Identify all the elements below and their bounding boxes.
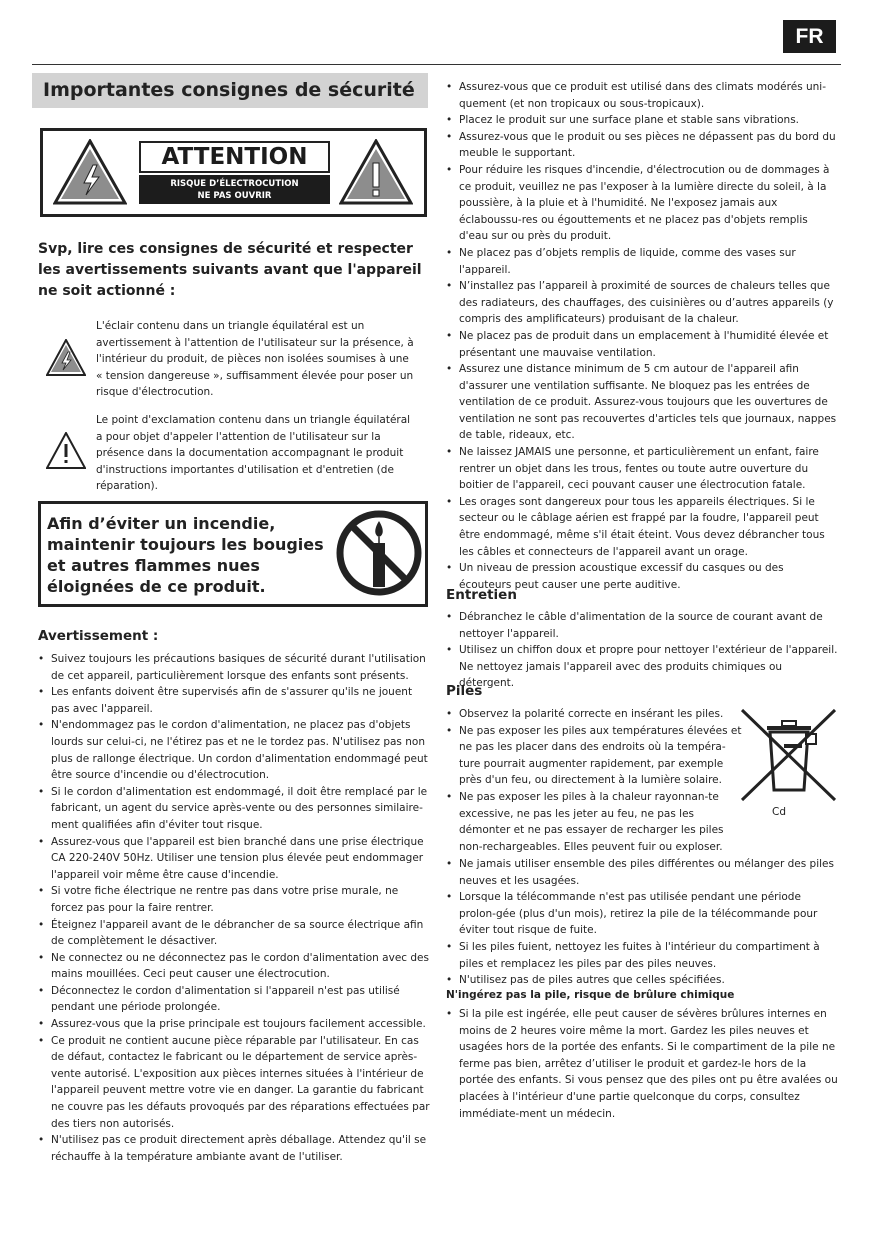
list-item: • Les enfants doivent être supervisés afin de s'assurer qu'ils ne jouent pas avec l'appareil.: [38, 684, 430, 717]
list-item: • Assurez-vous que ce produit est utilisé dans des climats modérés uni-quement (et non tropicaux ou sous-tropicaux).: [446, 79, 838, 112]
exclamation-explanation: Le point d'exclamation contenu dans un triangle équilatéral a pour objet d'appeler l'attention de l'utilisateur sur la présence dans la documentation accompagnant le produit d'instructions importantes d'utilisation et d'entretien (de réparation).: [96, 414, 411, 493]
list-item: • N'endommagez pas le cordon d'alimentation, ne placez pas d'objets lourds sur celui-ci, ne l'étirez pas et ne le tordez pas. N'utilisez pas non plus de rallonge électrique. Un cordon d'alimentation endommagé peut être source d'incendie ou d'électrocution.: [38, 717, 430, 783]
list-item: • Éteignez l'appareil avant de le débrancher de sa source électrique afin de complètement le désactiver.: [38, 917, 430, 950]
lightning-triangle-icon: [53, 139, 127, 205]
lightning-explanation: L'éclair contenu dans un triangle équilatéral est un avertissement à l'attention de l'utilisateur sur la présence, à l'intérieur du produit, de pièces non isolées soumises à une « tension dangereuse », suffisamment élevée pour poser un risque d'électrocution.: [96, 320, 414, 399]
piles-list-wide: [446, 856, 838, 989]
list-item: • Pour réduire les risques d'incendie, d'électrocution ou de dommages à ce produit, veuillez ne pas l'exposer à la lumière directe du soleil, à la poussière, à la pluie et à l'humidité. Ne l'exposez jamais aux éclaboussu-res ou égouttements et ne placez pas d'objets remplis d'eau sur ou près du produit.: [446, 162, 838, 245]
attention-word: ATTENTION: [139, 141, 330, 173]
section-title: Importantes consignes de sécurité: [32, 73, 428, 108]
list-item: • Lorsque la télécommande n'est pas utilisée pendant une période prolon-gée (plus d'un mois), retirez la pile de la télécommande pour éviter tout risque de fuite.: [446, 889, 838, 939]
list-item: • Ne pas exposer les piles à la chaleur rayonnan-te excessive, ne pas les jeter au feu, ne pas les démonter et ne pas essayer de recharger les piles non-rechargeables. Elles peuvent fuir ou exploser.: [446, 789, 742, 855]
exclamation-triangle-small-icon: [46, 432, 86, 469]
list-item: • Observez la polarité correcte en insérant les piles.: [446, 706, 742, 723]
list-item: • Les orages sont dangereux pour tous les appareils électriques. Si le secteur ou le câblage aérien est frappé par la foudre, l'appareil peut être endommagé, même s'il était éteint. Vous devez débrancher tous les câbles et connecteurs de l'appareil avant un orage.: [446, 494, 838, 560]
list-item: • Assurez-vous que le produit ou ses pièces ne dépassent pas du bord du meuble le supportant.: [446, 129, 838, 162]
risk-line-2: NE PAS OUVRIR: [197, 191, 272, 201]
list-item: • Assurez-vous que la prise principale est toujours facilement accessible.: [38, 1016, 430, 1033]
header-rule: [32, 64, 841, 65]
list-item: • N’installez pas l’appareil à proximité de sources de chaleurs telles que des radiateurs, des chauffages, des cuisinières ou d’autres appareils (y compris des amplificateurs) produisant de la chaleur.: [446, 278, 838, 328]
list-item: • Déconnectez le cordon d'alimentation si l'appareil n'est pas utilisé pendant une période prolongée.: [38, 983, 430, 1016]
list-item: • Ne jamais utiliser ensemble des piles différentes ou mélanger des piles neuves et les usagées.: [446, 856, 838, 889]
attention-box: [40, 128, 427, 217]
avertissement-title: Avertissement :: [38, 628, 159, 644]
piles-list-narrow: [446, 706, 742, 855]
piles-title: Piles: [446, 683, 483, 699]
list-item: • Ne laissez JAMAIS une personne, et particulièrement un enfant, faire rentrer un objet dans les trous, fentes ou toute autre ouverture du boitier de l'appareil, ceci pouvant causer une électrocution fatale.: [446, 444, 838, 494]
list-item: • Ne placez pas de produit dans un emplacement à l'humidité élevée et présentant une mauvaise ventilation.: [446, 328, 838, 361]
list-item: • Si les piles fuient, nettoyez les fuites à l'intérieur du compartiment à piles et remplacez les piles par des piles neuves.: [446, 939, 838, 972]
list-item: • Assurez une distance minimum de 5 cm autour de l'appareil afin d'assurer une ventilation suffisante. Ne bloquez pas les entrées de ventilation de ce produit. Assurez-vous toujours que les ouvertures de ventilation ne sont pas recouvertes d'articles tels que journaux, nappes de table, rideaux, etc.: [446, 361, 838, 444]
list-item: • Un niveau de pression acoustique excessif du casques ou des écouteurs peut causer une perte auditive.: [446, 560, 838, 593]
fire-warning-box: [38, 501, 428, 607]
lightning-triangle-small-icon: [46, 339, 86, 376]
ingestion-warning-title: N'ingérez pas la pile, risque de brûlure chimique: [446, 989, 735, 1001]
list-item: • Si votre fiche électrique ne rentre pas dans votre prise murale, ne forcez pas pour la faire rentrer.: [38, 883, 430, 916]
list-item: • Ne connectez ou ne déconnectez pas le cordon d'alimentation avec des mains mouillées. Ceci peut causer une électrocution.: [38, 950, 430, 983]
attention-risk-label: [139, 175, 330, 204]
list-item: • Ce produit ne contient aucune pièce réparable par l'utilisateur. En cas de défaut, contactez le fabricant ou le département de service après-vente autorisé. L'exposition aux pièces internes situées à l'intérieur de l'appareil peuvent mettre votre vie en danger. La garantie du fabricant ne couvre pas les défauts provoqués par des réparations effectuées par des tiers non autorisés.: [38, 1033, 430, 1133]
list-item: • Placez le produit sur une surface plane et stable sans vibrations.: [446, 112, 838, 129]
entretien-list: [446, 609, 838, 692]
list-item: • Suivez toujours les précautions basiques de sécurité durant l'utilisation de cet appareil, particulièrement lorsque des enfants sont présents.: [38, 651, 430, 684]
no-open-flame-icon: [335, 509, 423, 597]
language-badge: FR: [783, 20, 836, 53]
list-item: • Si la pile est ingérée, elle peut causer de sévères brûlures internes en moins de 2 heures voire même la mort. Gardez les piles neuves et usagées hors de la portée des enfants. Si le compartiment de la pile ne ferme pas bien, arrêtez d’utiliser le produit et gardez-le hors de la portée des enfants. Si vous pensez que des piles ont pu être avalées ou placées à l'intérieur d'une partie quelconque du corps, consultez immédiate-ment un médecin.: [446, 1006, 838, 1122]
list-item: • Utilisez un chiffon doux et propre pour nettoyer l'extérieur de l'appareil. Ne nettoyez jamais l'appareil avec des produits chimiques ou détergent.: [446, 642, 838, 692]
list-item: • N'utilisez pas de piles autres que celles spécifiées.: [446, 972, 838, 989]
crossed-bin-icon: [740, 708, 837, 805]
exclamation-triangle-icon: [339, 139, 413, 205]
intro-text: Svp, lire ces consignes de sécurité et respecter les avertissements suivants avant que l'appareil ne soit actionné :: [38, 241, 422, 299]
list-item: • Ne pas exposer les piles aux températures élevées et ne pas les placer dans des endroits où la tempéra-ture pourrait augmenter rapidement, par exemple près d'un feu, ou directement à la lumière solaire.: [446, 723, 742, 789]
fire-warning-text: Afin d’éviter un incendie, maintenir toujours les bougies et autres flammes nues éloignées de ce produit.: [47, 514, 324, 596]
list-item: • N'utilisez pas ce produit directement après déballage. Attendez qu'il se réchauffe à la température ambiante avant de l'utiliser.: [38, 1132, 430, 1165]
ingestion-list: [446, 1006, 838, 1122]
avertissement-list: [38, 651, 430, 1165]
cadmium-label: Cd: [772, 806, 786, 818]
safety-list: [446, 79, 838, 593]
list-item: • Si le cordon d'alimentation est endommagé, il doit être remplacé par le fabricant, un agent du service après-vente ou des personnes similaire-ment qualifiées afin d'éviter tout risque.: [38, 784, 430, 834]
list-item: • Ne placez pas d’objets remplis de liquide, comme des vases sur l'appareil.: [446, 245, 838, 278]
list-item: • Assurez-vous que l'appareil est bien branché dans une prise électrique CA 220-240V 50Hz. Utiliser une tension plus élevée peut endommager l'appareil voir même être cause d'incendie.: [38, 834, 430, 884]
entretien-title: Entretien: [446, 587, 517, 603]
risk-line-1: RISQUE D’ÉLECTROCUTION: [170, 179, 299, 189]
list-item: • Débranchez le câble d'alimentation de la source de courant avant de nettoyer l'appareil.: [446, 609, 838, 642]
